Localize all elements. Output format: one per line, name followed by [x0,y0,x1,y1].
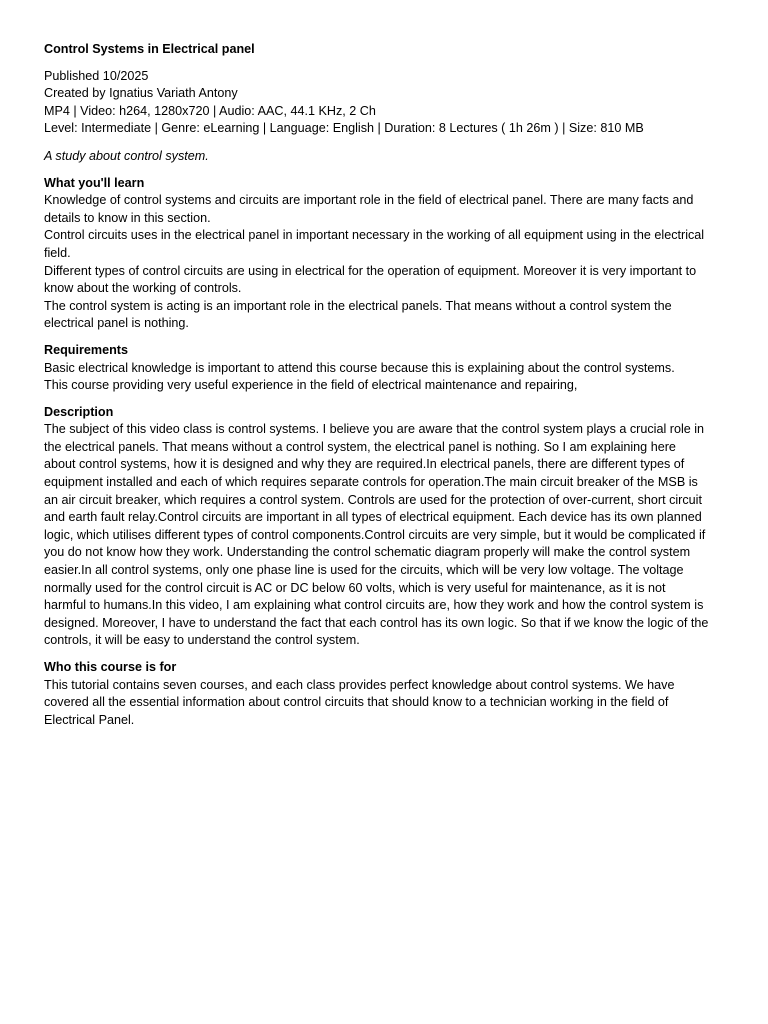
requirements-section [44,342,709,395]
metadata-block [44,68,709,138]
audience-section [44,659,709,729]
description-heading: Description [44,404,114,419]
requirement-item: Basic electrical knowledge is important to attend this course because this is explaining about the control systems. [44,360,675,375]
audience-text: This tutorial contains seven courses, and each class provides perfect knowledge about control systems. We have covered all the essential information about control circuits that should know to a technician working in the field of Electrical Panel. [44,677,675,727]
learn-section [44,175,709,333]
author-line: Created by Ignatius Variath Antony [44,86,238,101]
learn-item: Control circuits uses in the electrical panel in important necessary in the working of all equipment using in the electrical field. [44,228,705,260]
audience-heading: Who this course is for [44,660,177,674]
learn-item: Knowledge of control systems and circuits are important role in the field of electrical panel. There are many facts and details to know in this section. [44,193,694,225]
document-page [44,41,709,738]
requirements-heading: Requirements [44,342,128,357]
learn-heading: What you'll learn [44,175,145,190]
published-date: Published 10/2025 [44,68,149,83]
description-section [44,404,709,650]
document-title: Control Systems in Electrical panel [44,42,255,56]
learn-item: The control system is acting is an important role in the electrical panels. That means without a control system the electrical panel is nothing. [44,298,672,331]
learn-item: Different types of control circuits are using in electrical for the operation of equipment. Moreover it is very important to know about the working of controls. [44,263,697,296]
details-line: Level: Intermediate | Genre: eLearning | Language: English | Duration: 8 Lectures ( 1h 26m ) | Size: 810 MB [44,121,644,136]
format-line: MP4 | Video: h264, 1280x720 | Audio: AAC, 44.1 KHz, 2 Ch [44,103,376,118]
requirement-item: This course providing very useful experience in the field of electrical maintenance and repairing, [44,378,578,393]
tagline: A study about control system. [44,148,209,163]
description-text: The subject of this video class is control systems. I believe you are aware that the control system plays a crucial role in the electrical panels. That means without a control system, the electrical panel is nothing. So I am explaining here about control systems, how it is designed and why they are required.In electrical panels, there are different types of equipment installed and each of which requires separate controls for operation.The main circuit breaker of the MSB is an air circuit breaker, which requires a control system. Controls are used for the protection of over-current, short circuit and earth fault relay.Control circuits are important in all types of electrical equipment. Each device has its own planned logic, which utilises different types of control components.Control circuits are very simple, but it would be complicated if you do not know how they work. Understanding the control schematic diagram properly will make the control system easier.In all control systems, only one phase line is used for the circuits, which will be very low voltage. The voltage normally used for the control circuit is AC or DC below 60 volts, which is very useful for maintenance, as it is not harmful to humans.In this video, I am explaining what control circuits are, how they work and how the control system is designed. Moreover, I have to understand the fact that each control has its own logic. So that if we know the logic of the controls, it will be easy to understand the control system. [44,422,709,648]
